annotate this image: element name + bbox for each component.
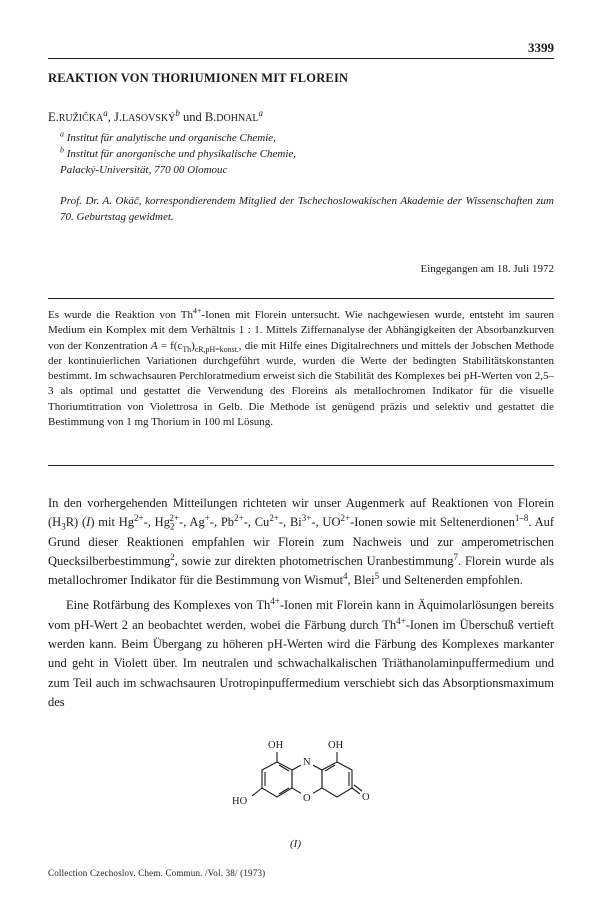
author-name: RUŽIČKA	[58, 113, 104, 124]
received-date: Eingegangen am 18. Juli 1972	[420, 263, 554, 275]
oh-group-right: OH	[328, 740, 344, 751]
author-affil-mark: a	[258, 107, 263, 118]
author-name: DOHNAL	[216, 113, 259, 124]
author-affil-mark: a	[103, 107, 108, 118]
abstract: Es wurde die Reaktion von $Th^{4+}$-Ionen mit Florein untersucht. Wie nachgewiesen wurde, entsteht im sauren Medium ein Komplex mit dem Verhältnis 1 : 1. Mittels Ziffernanalyse der Abhängigkeiten der Absorbanzkurven von der Konzentration $A = f(c_{Th})_{cR,pH=konst.}$, die mit Hilfe eines Digitalrechners und mittels der Jobschen Methode der kontinuierlichen Variationen durchgeführt wurde, wurden die Werte der bedingten Stabilitätskonstanten bestimmt. Im schwachsauren Perchloratmedium erweist sich die Stabilität des Komplexes bei pH-Werten von 2,5–3 als optimal und gestattet die Verwendung des Floreins als metallochromen Indikator für die visuelle Thoriumtitration von Violettrosa in Gelb. Die Methode ist genügend präzis und selektiv und gestattet die Bestimmung von 1 mg Thorium in 100 ml Lösung.	[48, 306, 554, 429]
abstract-rule-bottom	[48, 465, 554, 466]
author-name: LASOVSKÝ	[121, 113, 176, 124]
affiliations	[60, 130, 296, 178]
keto-oxygen: O	[362, 792, 370, 803]
compound-label: (I)	[290, 838, 301, 850]
formula-symbol: A	[150, 339, 158, 352]
author-conjunction: und	[182, 110, 202, 124]
main-text	[48, 494, 554, 712]
paragraph: In den vorhergehenden Mitteilungen richteten wir unser Augenmerk auf Reaktionen von Florein $(H_3R)$ (I) mit $Hg^{2+}-$, $Hg_2^{2+}-$, Ag+-, $Pb^{2+}-$, $Cu^{2+}-$, $Bi^{3+}-$, $UO^{2+}$-Ionen sowie mit Seltenerdionen$^{1-8}$. Auf Grund dieser Reaktionen empfahlen wir Florein zum Nachweis und zur amperometrischen Quecksilberbestimmung$^2$, sowie zur direkten photometrischen Uranbestimmung$^7$. Florein wurde als metallochromer Indikator für die Bestimmung von Wismut$^4$, Blei$^5$ und Seltenerden empfohlen.	[48, 496, 555, 588]
oh-group-left: OH	[268, 740, 284, 751]
abstract-rule-top	[48, 298, 554, 299]
author-initial: J.	[113, 110, 122, 124]
affiliation-b: $^b$ Institut für anorganische und physikalische Chemie,	[60, 145, 297, 160]
paragraph: Eine Rotfärbung des Komplexes von $Th^{4+}$-Ionen mit Florein kann in Äquimolarlösungen bereits vom pH-Wert 2 an beobachtet werden, wobei die Färbung durch $Th^{4+}$-Ionen im Überschuß vertieft werden kann. Beim Übergang zu höheren pH-Werten wird die Färbung des Komplexes markanter und geht in Violett über. Im neutralen und schwachalkalischen Triäthanolaminpuffermedium und zum Teil auch im schwachsauren Urotropinpuffermedium verschiebt sich das Absorptionsmaximum des	[48, 596, 554, 709]
nitrogen-atom: N	[303, 757, 311, 768]
author-affil-mark: b	[175, 107, 180, 118]
journal-footer: Collection Czechoslov. Chem. Commun. /Vol. 38/ (1973)	[48, 868, 266, 878]
page-number: 3399	[528, 40, 554, 55]
ho-group: HO	[232, 796, 248, 807]
florein-structure	[230, 738, 380, 838]
header-rule	[48, 58, 554, 59]
affiliation-a: $^a$ Institut für analytische und organische Chemie,	[60, 129, 276, 144]
ring-oxygen-atom: O	[303, 793, 311, 804]
author-initial: E.	[48, 110, 59, 124]
author-initial: B.	[204, 110, 217, 124]
author-line: E.RUŽIČKA$^a$, J.LASOVSKÝ$^b$ und B.DOHNAL$^a$	[48, 107, 263, 124]
dedication: Prof. Dr. A. Okáč, korrespondierendem Mitglied der Tschechoslowakischen Akademie der Wissenschaften zum 70. Geburtstag gewidmet.	[60, 195, 554, 223]
affiliation-university: Palacký-Universität, 770 00 Olomouc	[60, 164, 228, 176]
article-title: REAKTION VON THORIUMIONEN MIT FLOREIN	[48, 71, 349, 85]
